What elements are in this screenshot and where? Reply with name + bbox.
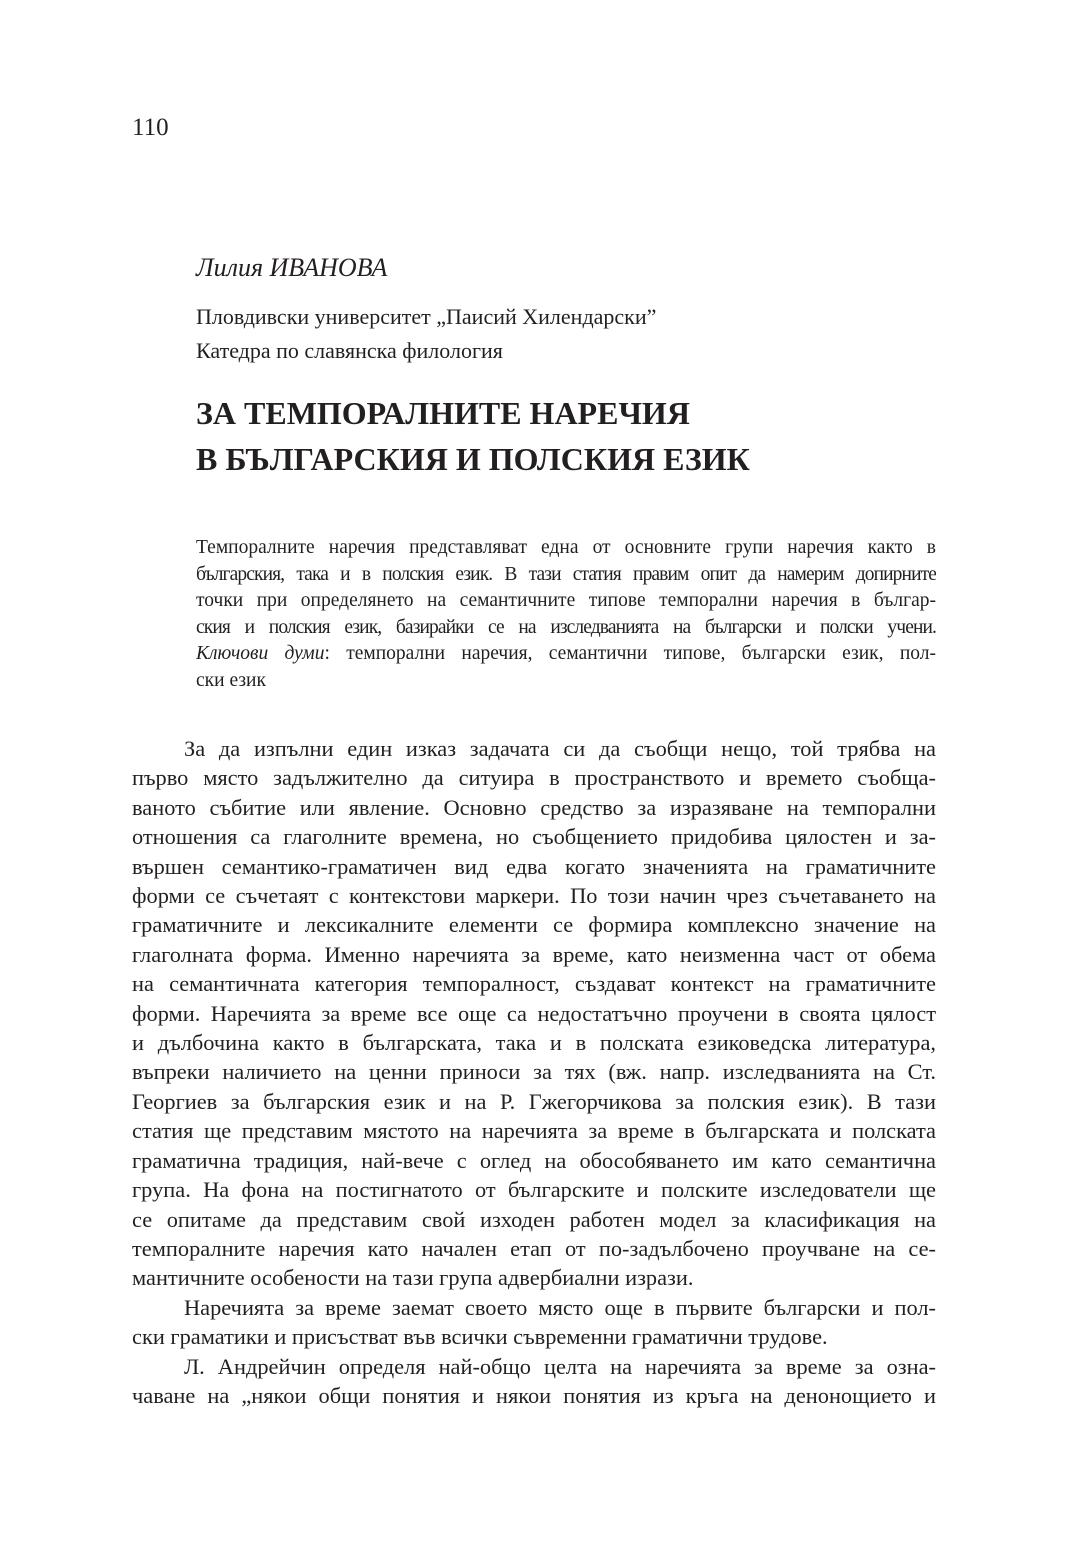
- body-line: форми се съчетаят с контекстови маркери. По този начин чрез съчетаването на: [132, 883, 936, 909]
- body-line: се опитаме да представим свой изходен работен модел за класификация на: [132, 1206, 936, 1232]
- body-line: чаване на „някои общи понятия и някои понятия из кръга на денонощието и: [132, 1382, 936, 1408]
- body-line: статия ще представим мястото на наречията за време в българската и полската: [132, 1118, 936, 1144]
- body-line: ски граматики и присъстват във всички съвременни граматични трудове.: [132, 1324, 828, 1350]
- page-number: 110: [132, 114, 169, 141]
- body-line: мантичните особености на тази група адвербиални изрази.: [132, 1265, 694, 1291]
- keywords-label: Ключови думи: [196, 643, 325, 665]
- affiliation-department: Катедра по славянска филология: [196, 338, 503, 363]
- body-line: граматичните и лексикалните елементи се формира комплексно значение на: [132, 912, 936, 938]
- body-line: въпреки наличието на ценни приноси за тях (вж. напр. изследванията на Ст.: [132, 1059, 936, 1085]
- body-text: [132, 734, 936, 1410]
- affiliation: [196, 300, 656, 368]
- body-line: Л. Андрейчин определя най-общо целта на наречията за време за озна-: [184, 1353, 936, 1379]
- body-line: За да изпълни един изказ задачата си да съобщи нещо, той трябва на: [184, 736, 936, 761]
- body-line: на семантичната категория темпоралност, създават контекст на граматичните: [132, 971, 936, 997]
- body-line: отношения са глаголните времена, но съобщението придобива цялостен и за-: [132, 824, 936, 850]
- article-title-line: ЗА ТЕМПОРАЛНИТЕ НАРЕЧИЯ: [196, 395, 690, 431]
- body-line: темпоралните наречия като начален етап от по-задълбочено проучване на се-: [132, 1235, 936, 1261]
- keywords-line: ски език: [196, 669, 266, 691]
- keywords-line: [196, 641, 936, 668]
- body-line: група. На фона на постигнатото от българските и полските изследователи ще: [132, 1177, 936, 1203]
- author-name: Лилия ИВАНОВА: [196, 253, 388, 282]
- body-line: ваното събитие или явление. Основно средство за изразяване на темпорални: [132, 794, 936, 820]
- abstract-line: българския, така и в полския език. В тази статия правим опит да намерим допирните: [196, 563, 936, 585]
- article-title: [196, 390, 750, 482]
- abstract-line: ския и полския език, базирайки се на изследванията на български и полски учени.: [196, 616, 936, 638]
- abstract-line: точки при определянето на семантичните типове темпорални наречия в българ-: [196, 590, 936, 612]
- body-line: глаголната форма. Именно наречията за време, като неизменна част от обема: [132, 941, 936, 967]
- body-line: вършен семантико-граматичен вид едва когато значенията на граматичните: [132, 853, 936, 879]
- body-line: Георгиев за българския език и на Р. Гжегорчикова за полския език). В тази: [132, 1088, 936, 1114]
- body-line: граматична традиция, най-вече с оглед на обособяването им като семантична: [132, 1147, 936, 1173]
- body-line: първо място задължително да ситуира в пространството и времето съобща-: [132, 765, 936, 791]
- article-title-line: В БЪЛГАРСКИЯ И ПОЛСКИЯ ЕЗИК: [196, 441, 750, 477]
- body-line: и дълбочина както в българската, така и в полската езиковедска литература,: [132, 1030, 936, 1056]
- body-line: Наречията за време заемат своето място още в първите български и пол-: [184, 1294, 936, 1320]
- abstract-line: Темпоралните наречия представляват една от основните групи наречия както в: [196, 537, 936, 558]
- affiliation-university: Пловдивски университет „Паисий Хилендарски”: [196, 304, 657, 329]
- abstract: [196, 535, 936, 695]
- body-line: форми. Наречията за време все още са недостатъчно проучени в своята цялост: [132, 1000, 936, 1026]
- keywords-text: : темпорални наречия, семантични типове, български език, пол-: [324, 643, 936, 665]
